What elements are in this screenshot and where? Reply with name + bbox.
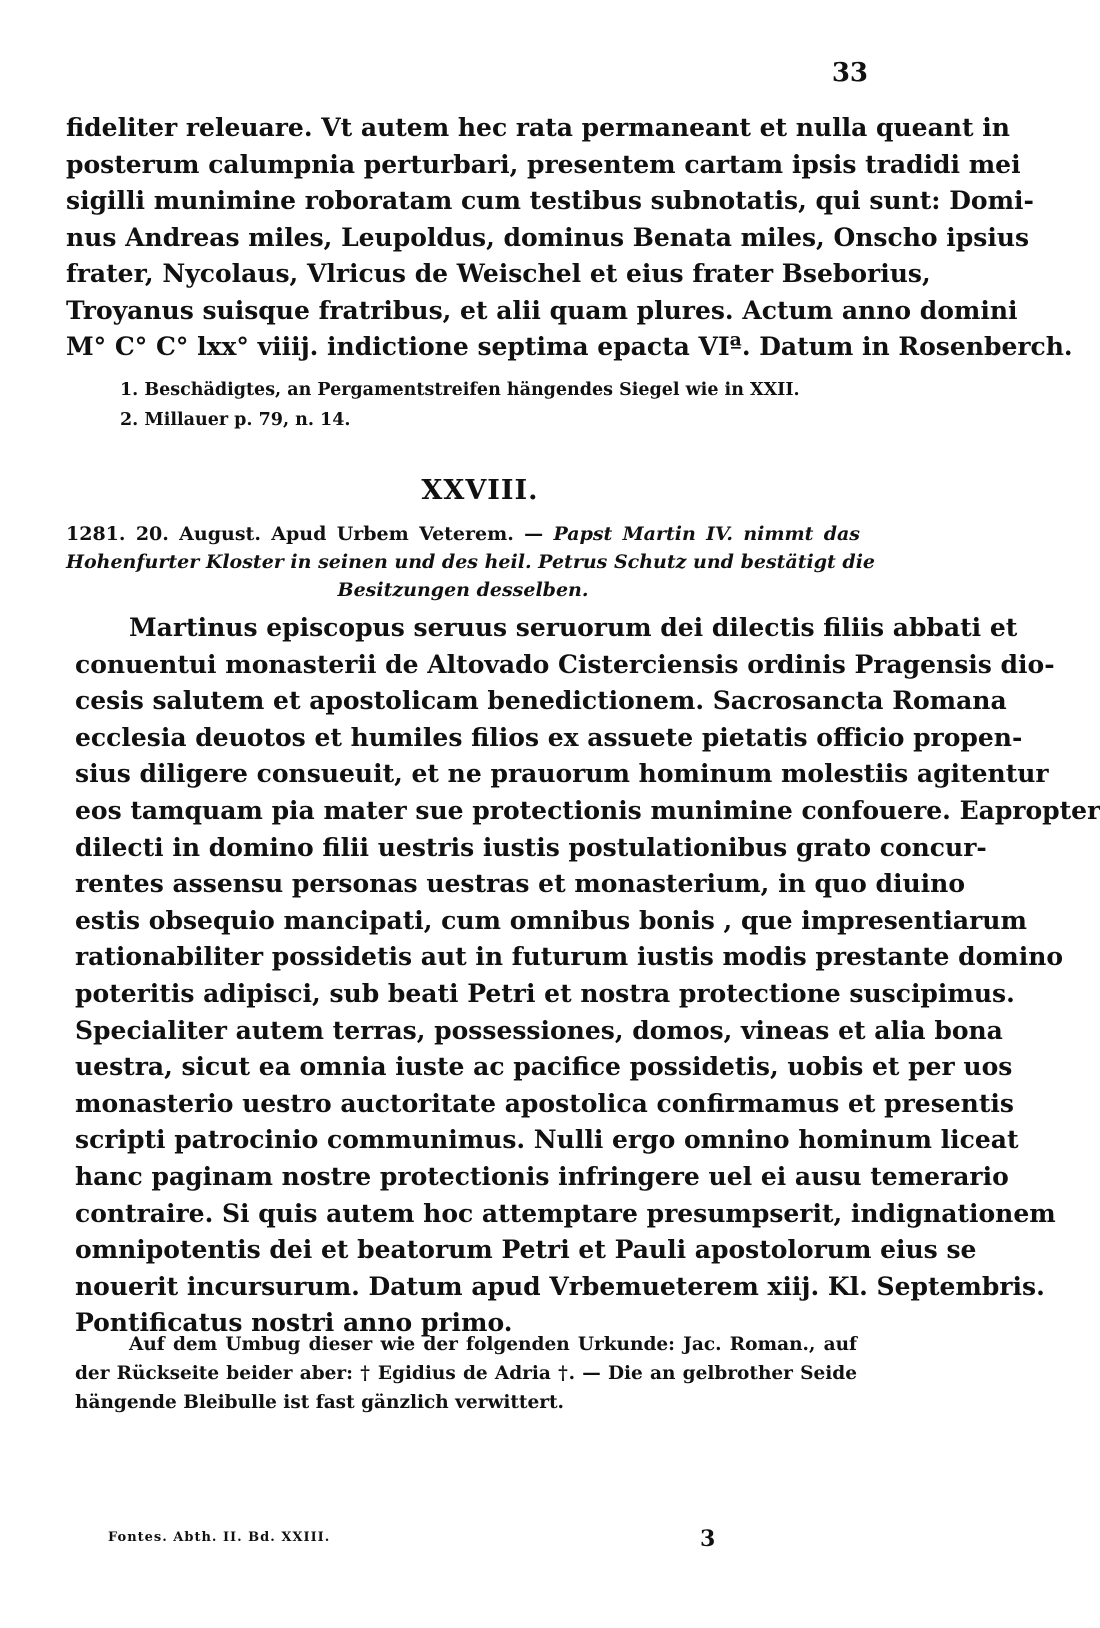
text-line: conuentui monasterii de Altovado Cisterciensis ordinis Pragensis dio- bbox=[75, 649, 1055, 679]
text-line: rationabiliter possidetis aut in futurum iustis modis prestante domino bbox=[75, 942, 1064, 972]
text-line: cesis salutem et apostolicam benedictionem. Sacrosancta Romana bbox=[75, 686, 1007, 716]
text-line: monasterio uestro auctoritate apostolica confirmamus et presentis bbox=[75, 1088, 1014, 1118]
text-line: eos tamquam pia mater sue protectionis munimine confouere. Eapropter bbox=[75, 795, 1100, 825]
continued-text bbox=[66, 110, 1073, 366]
text-line: estis obsequio mancipati, cum omnibus bonis , que impresentiarum bbox=[75, 905, 1027, 935]
footnote: 2. Millauer p. 79, n. 14. bbox=[120, 410, 351, 430]
text-line: contraire. Si quis autem hoc attemptare presumpserit, indignationem bbox=[75, 1198, 1056, 1228]
notes-section-2 bbox=[75, 1330, 857, 1417]
text-line: fideliter releuare. Vt autem hec rata permaneant et nulla queant in bbox=[66, 113, 1010, 142]
regest-summary: Papst Martin IV. nimmt das bbox=[553, 523, 860, 545]
regest-line bbox=[66, 520, 860, 548]
text-line: rentes assensu personas uestras et monasterium, in quo diuino bbox=[75, 869, 965, 899]
regest-date: 1281. 20. August. Apud Urbem Veterem. — bbox=[66, 523, 544, 545]
text-line: frater, Nycolaus, Vlricus de Weischel et eius frater Bseborius, bbox=[66, 259, 931, 288]
regest bbox=[66, 520, 876, 604]
page-number: 33 bbox=[831, 58, 868, 88]
text-line: M° C° C° lxx° viiij. indictione septima epacta VIª. Datum in Rosenberch. bbox=[66, 332, 1073, 361]
text-line: dilecti in domino filii uestris iustis postulationibus grato concur- bbox=[75, 832, 987, 862]
text-line: nus Andreas miles, Leupoldus, dominus Benata miles, Onscho ipsius bbox=[66, 222, 1030, 252]
text-line: scripti patrocinio communimus. Nulli ergo omnino hominum liceat bbox=[75, 1125, 1019, 1155]
charter-text bbox=[75, 610, 1100, 1342]
text-line: ecclesia deuotos et humiles filios ex assuete pietatis officio propen- bbox=[75, 722, 1023, 752]
charter-number: XXVIII. bbox=[421, 475, 539, 506]
text-line: posterum calumpnia perturbari, presentem cartam ipsis tradidi mei bbox=[66, 149, 1021, 179]
sheet-signature-mark: 3 bbox=[700, 1526, 716, 1552]
footnote: Auf dem Umbug dieser wie der folgenden Urkunde: Jac. Roman., auf bbox=[129, 1334, 857, 1355]
footnote: der Rückseite beider aber: † Egidius de Adria †. — Die an gelbrother Seide bbox=[75, 1363, 857, 1384]
regest-line: Hohenfurter Kloster in seinen und des heil. Petrus Schutz und bestätigt die bbox=[66, 551, 876, 573]
footnote: 1. Beschädigtes, an Pergamentstreifen hängendes Siegel wie in XXII. bbox=[120, 380, 800, 400]
text-line: hanc paginam nostre protectionis infringere uel ei ausu temerario bbox=[75, 1161, 1009, 1191]
text-line: sigilli munimine roboratam cum testibus subnotatis, qui sunt: Domi- bbox=[66, 186, 1034, 215]
notes-section-1 bbox=[120, 375, 840, 435]
text-line: Specialiter autem terras, possessiones, domos, vineas et alia bona bbox=[75, 1015, 1003, 1045]
text-line: Troyanus suisque fratribus, et alii quam plures. Actum anno domini bbox=[66, 295, 1018, 325]
text-line: omnipotentis dei et beatorum Petri et Pauli apostolorum eius se bbox=[75, 1235, 977, 1265]
text-line: poteritis adipisci, sub beati Petri et nostra protectione suscipimus. bbox=[75, 978, 1015, 1008]
text-line: nouerit incursurum. Datum apud Vrbemueterem xiij. Kl. Septembris. bbox=[75, 1271, 1045, 1301]
text-line: Pontificatus nostri anno primo. bbox=[75, 1308, 513, 1338]
text-line: sius diligere consueuit, et ne prauorum hominum molestiis agitentur bbox=[75, 759, 1049, 789]
regest-line: Besitzungen desselben. bbox=[337, 579, 589, 601]
footnote: hängende Bleibulle ist fast gänzlich verwittert. bbox=[75, 1392, 564, 1413]
text-line: Martinus episcopus seruus seruorum dei dilectis filiis abbati et bbox=[129, 613, 1018, 642]
text-line: uestra, sicut ea omnia iuste ac pacifice possidetis, uobis et per uos bbox=[75, 1052, 1013, 1082]
footer-signature-text: Fontes. Abth. II. Bd. XXIII. bbox=[108, 1530, 331, 1545]
